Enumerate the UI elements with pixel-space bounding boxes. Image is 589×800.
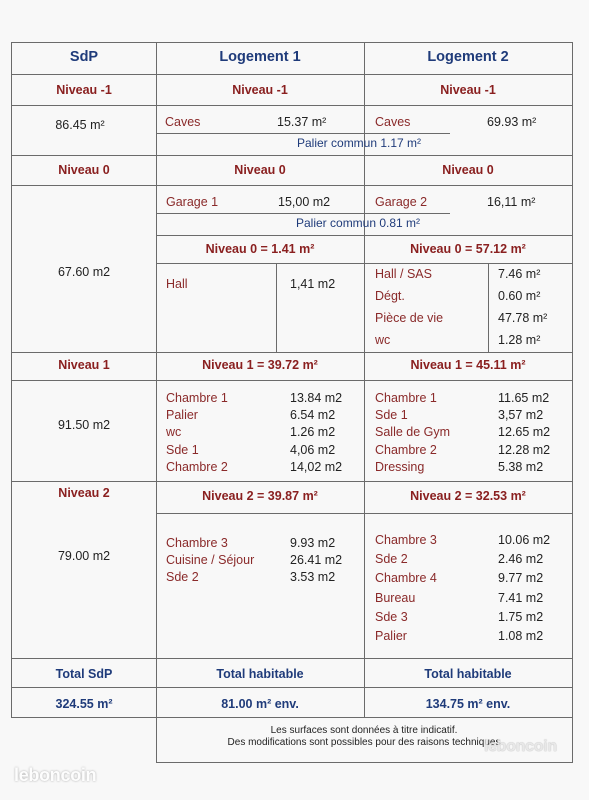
room-name: Palier [375, 629, 407, 643]
room-area: 47.78 m² [498, 311, 548, 325]
l1-level-label: Niveau 0 [234, 163, 286, 177]
room-area: 4,06 m2 [290, 442, 336, 457]
header-logement-1: Logement 1 [219, 49, 301, 65]
room-area: 12.65 m2 [498, 425, 551, 440]
table-line [11, 42, 12, 718]
room-area: 1,41 m2 [290, 277, 336, 291]
room-name: Hall / SAS [375, 267, 432, 281]
room-area: 69.93 m² [487, 115, 537, 129]
l1-level-label: Niveau -1 [232, 83, 288, 97]
room-area: 13.84 m2 [290, 391, 343, 405]
table-line [11, 42, 573, 43]
sdp-value: 86.45 m² [55, 118, 105, 132]
room-name: Chambre 1 [375, 391, 437, 405]
room-name: Garage 1 [166, 195, 219, 209]
header-logement-2: Logement 2 [427, 49, 509, 65]
room-name: Dressing [375, 459, 425, 474]
room-area: 1.28 m² [498, 333, 541, 347]
sdp-level-label: Niveau 2 [58, 486, 110, 500]
room-name: Chambre 1 [166, 391, 228, 405]
table-line [276, 263, 277, 353]
room-area: 14,02 m2 [290, 459, 343, 474]
room-area: 12.28 m2 [498, 442, 551, 457]
room-area: 11.65 m2 [498, 391, 550, 405]
l1-level-label: Niveau 2 = 39.87 m² [202, 489, 318, 503]
room-area: 15,00 m2 [278, 195, 331, 209]
room-name: Chambre 2 [375, 442, 437, 457]
room-name: Garage 2 [375, 195, 428, 209]
palier-commun: Palier commun 1.17 m² [297, 136, 422, 150]
room-area: 7.41 m2 [498, 590, 544, 605]
room-area: 16,11 m² [487, 195, 536, 209]
room-name: Pièce de vie [375, 311, 444, 325]
footer-note-line-2: Des modifications sont possibles pour des raisons techniques [227, 737, 501, 748]
table-line [11, 481, 573, 482]
l2-level-label: Niveau -1 [440, 83, 496, 97]
table-line [11, 185, 573, 186]
room-area: 2.46 m2 [498, 552, 544, 567]
room-name: wc [166, 425, 182, 440]
room-name: Cuisine / Séjour [166, 553, 255, 568]
room-name: Caves [375, 115, 411, 129]
sdp-value: 79.00 m2 [57, 549, 111, 563]
room-name: Palier [166, 408, 198, 423]
room-name: Dégt. [375, 289, 405, 303]
room-name: Chambre 3 [166, 536, 228, 550]
room-area: 9.77 m2 [498, 571, 544, 586]
room-area: 1.08 m2 [498, 629, 544, 643]
table-line [156, 42, 157, 763]
sdp-level-label: Niveau 1 [58, 358, 110, 372]
table-line [156, 133, 450, 134]
sdp-level-label: Niveau 0 [58, 163, 110, 177]
room-area: 10.06 m2 [498, 533, 551, 547]
footer-note-line-1: Les surfaces sont données à titre indicatif. [270, 725, 458, 736]
room-name: Sde 2 [375, 552, 408, 567]
room-name: Chambre 3 [375, 533, 437, 547]
table-line [572, 42, 573, 763]
table-line [11, 658, 573, 659]
room-name: Sde 1 [375, 408, 408, 423]
table-line [11, 74, 573, 75]
room-name: Chambre 2 [166, 459, 228, 474]
table-line [11, 380, 573, 381]
table-line [488, 263, 489, 353]
l1-sublevel-label: Niveau 0 = 1.41 m² [205, 242, 315, 256]
sdp-value: 91.50 m2 [57, 418, 111, 432]
l2-level-label: Niveau 0 [442, 163, 494, 177]
table-line [11, 717, 573, 718]
table-line [11, 155, 573, 156]
total-l1-value: 81.00 m² env. [221, 697, 299, 711]
room-name: Sde 3 [375, 609, 408, 624]
room-area: 9.93 m2 [290, 536, 336, 550]
table-line [156, 762, 573, 763]
header-sdp: SdP [69, 49, 99, 65]
room-name: Salle de Gym [375, 425, 451, 440]
leboncoin-watermark-logo: leboncoin [14, 765, 97, 785]
room-area: 15.37 m² [277, 115, 327, 129]
room-area: 26.41 m2 [290, 553, 343, 568]
l2-level-label: Niveau 1 = 45.11 m² [410, 358, 526, 372]
l2-sublevel-label: Niveau 0 = 57.12 m² [410, 242, 526, 256]
l1-level-label: Niveau 1 = 39.72 m² [202, 358, 318, 372]
total-l2-label: Total habitable [424, 667, 512, 681]
room-area: 3,57 m2 [498, 408, 544, 423]
total-sdp-label: Total SdP [55, 667, 113, 681]
palier-commun: Palier commun 0.81 m² [296, 216, 421, 230]
leboncoin-watermark-logo: leboncoin [484, 738, 557, 755]
room-area: 5.38 m2 [498, 459, 544, 474]
room-area: 3.53 m2 [290, 570, 336, 585]
room-area: 1.75 m2 [498, 609, 544, 624]
room-name: Sde 2 [166, 570, 199, 585]
total-l1-label: Total habitable [216, 667, 304, 681]
sdp-value: 67.60 m2 [57, 265, 111, 279]
total-sdp-value: 324.55 m² [55, 697, 113, 711]
table-line [11, 105, 573, 106]
room-name: Sde 1 [166, 442, 199, 457]
l2-level-label: Niveau 2 = 32.53 m² [410, 489, 526, 503]
room-area: 1.26 m2 [290, 425, 336, 440]
room-name: Caves [165, 115, 201, 129]
room-name: Bureau [375, 590, 416, 605]
table-line [156, 213, 450, 214]
room-name: Chambre 4 [375, 571, 437, 586]
sdp-level-label: Niveau -1 [56, 83, 112, 97]
room-name: wc [375, 333, 391, 347]
total-l2-value: 134.75 m² env. [425, 697, 511, 711]
room-area: 0.60 m² [498, 289, 541, 303]
room-area: 6.54 m2 [290, 408, 336, 423]
room-area: 7.46 m² [498, 267, 541, 281]
table-line [11, 687, 573, 688]
room-name: Hall [166, 277, 188, 291]
